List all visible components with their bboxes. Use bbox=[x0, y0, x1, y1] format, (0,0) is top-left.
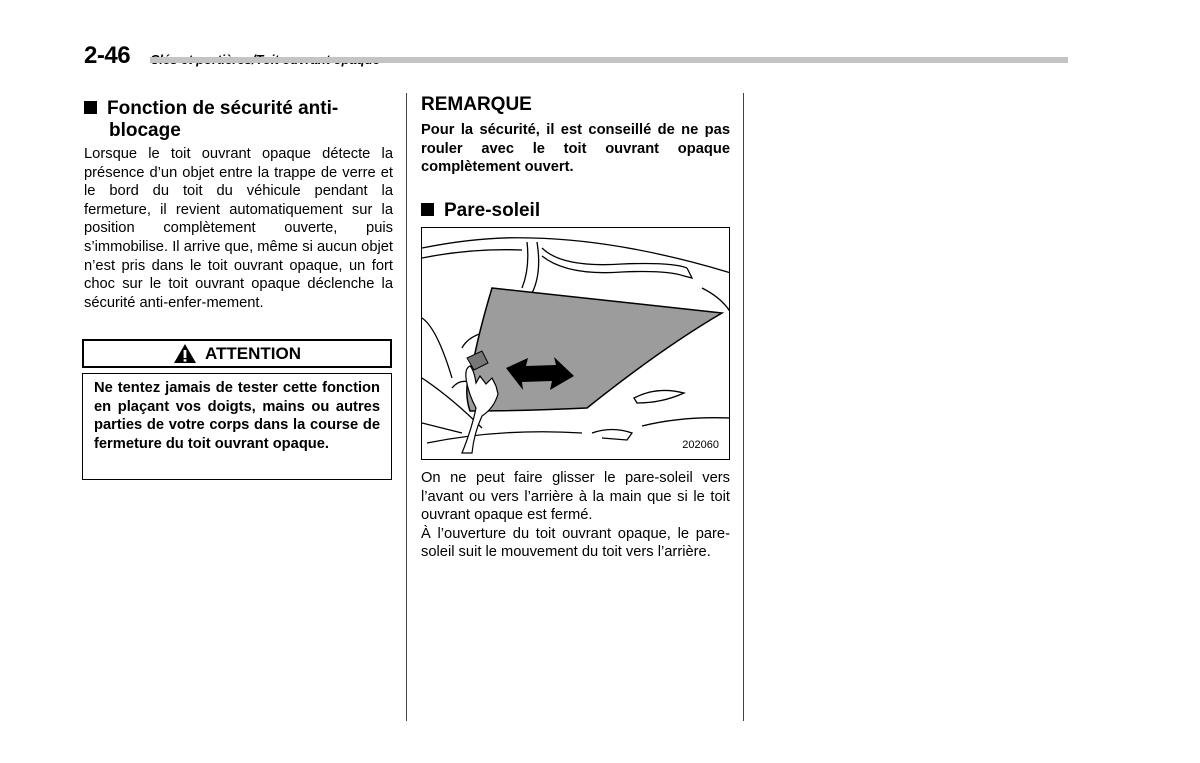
header-rule bbox=[150, 57, 1068, 63]
sunroof-drawing bbox=[422, 228, 730, 460]
column-divider-right bbox=[743, 93, 744, 721]
sunshade-paragraphs bbox=[421, 469, 730, 562]
note-text: Pour la sécurité, il est conseillé de ne pas rouler avec le toit ouvrant opaque complètement ouvert. bbox=[421, 122, 730, 176]
warning-triangle-icon bbox=[173, 343, 197, 364]
note-heading: REMARQUE bbox=[421, 94, 532, 115]
attention-text: Ne tentez jamais de tester cette fonction en plaçant vos doigts, mains ou autres parties de votre corps dans la course de fermeture du toit ouvrant opaque. bbox=[82, 373, 392, 480]
figure-code: 202060 bbox=[682, 439, 719, 451]
section-heading-anti-pinch: Fonction de sécurité anti- blocage bbox=[84, 98, 394, 142]
square-bullet-icon bbox=[84, 101, 97, 114]
attention-label: ATTENTION bbox=[204, 343, 301, 363]
sunshade-illustration bbox=[421, 227, 730, 460]
sunshade-paragraph-2: À l’ouverture du toit ouvrant opaque, le pare-soleil suit le mouvement du toit vers l’arrière. bbox=[421, 525, 730, 561]
attention-banner bbox=[82, 339, 392, 368]
section-heading-sunshade: Pare-soleil bbox=[421, 200, 540, 222]
square-bullet-icon bbox=[421, 203, 434, 216]
column-divider-left bbox=[406, 93, 407, 721]
sunshade-paragraph-1: On ne peut faire glisser le pare-soleil vers l’avant ou vers l’arrière à la main que si le toit ouvrant opaque est fermé. bbox=[421, 470, 730, 524]
anti-pinch-paragraph: Lorsque le toit ouvrant opaque détecte la présence d’un objet entre la trappe de verre et le bord du toit du véhicule pendant la fermeture, il revient automatiquement sur la position complètement ouverte, puis s’immobilise. Il arrive que, même si aucun objet n’est pris dans le toit ouvrant opaque, un fort choc sur le toit ouvrant opaque déclenche la sécurité anti-enfer-mement. bbox=[84, 146, 393, 311]
page-number: 2-46 bbox=[84, 42, 131, 69]
